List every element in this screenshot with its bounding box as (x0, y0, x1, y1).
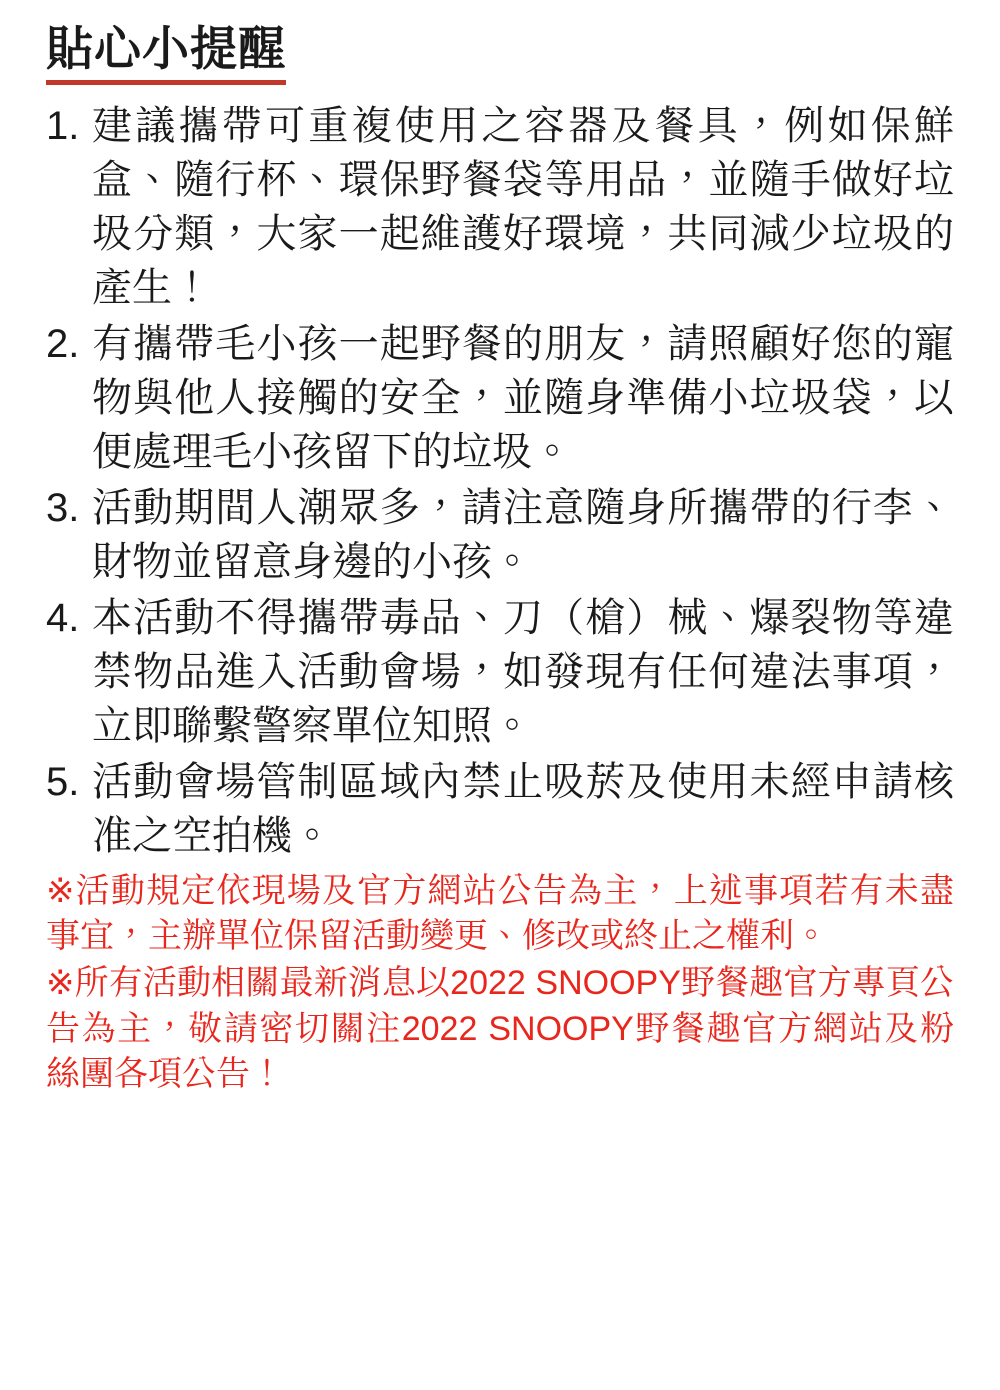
list-item (46, 591, 954, 753)
page-title: 貼心小提醒 (46, 22, 286, 85)
list-item (46, 317, 954, 479)
list-item-number: 2. (46, 322, 80, 367)
list-item-text: 有攜帶毛小孩一起野餐的朋友，請照顧好您的寵物與他人接觸的安全，並隨身準備小垃圾袋，以便處理毛小孩留下的垃圾。 (92, 322, 954, 475)
list-item-number: 3. (46, 486, 80, 531)
warning-notes (46, 869, 954, 1097)
list-item-text: 活動會場管制區域內禁止吸菸及使用未經申請核准之空拍機。 (92, 760, 954, 859)
list-item-text: 建議攜帶可重複使用之容器及餐具，例如保鮮盒、隨行杯、環保野餐袋等用品，並隨手做好垃圾分類，大家一起維護好環境，共同減少垃圾的產生！ (92, 104, 954, 311)
list-item-text: 本活動不得攜帶毒品、刀（槍）械、爆裂物等違禁物品進入活動會場，如發現有任何違法事項，立即聯繫警察單位知照。 (92, 596, 954, 749)
list-item (46, 755, 954, 863)
list-item-number: 5. (46, 760, 80, 805)
list-item-number: 4. (46, 596, 80, 641)
notes-list (46, 99, 954, 863)
list-item-number: 1. (46, 104, 80, 149)
warning-note: ※活動規定依現場及官方網站公告為主，上述事項若有未盡事宜，主辦單位保留活動變更、修改或終止之權利。 (46, 872, 954, 956)
list-item (46, 481, 954, 589)
warning-note: ※所有活動相關最新消息以2022 SNOOPY野餐趣官方專頁公告為主，敬請密切關注2022 SNOOPY野餐趣官方網站及粉絲團各項公告！ (46, 964, 954, 1093)
list-item (46, 99, 954, 315)
list-item-text: 活動期間人潮眾多，請注意隨身所攜帶的行李、財物並留意身邊的小孩。 (92, 486, 954, 585)
